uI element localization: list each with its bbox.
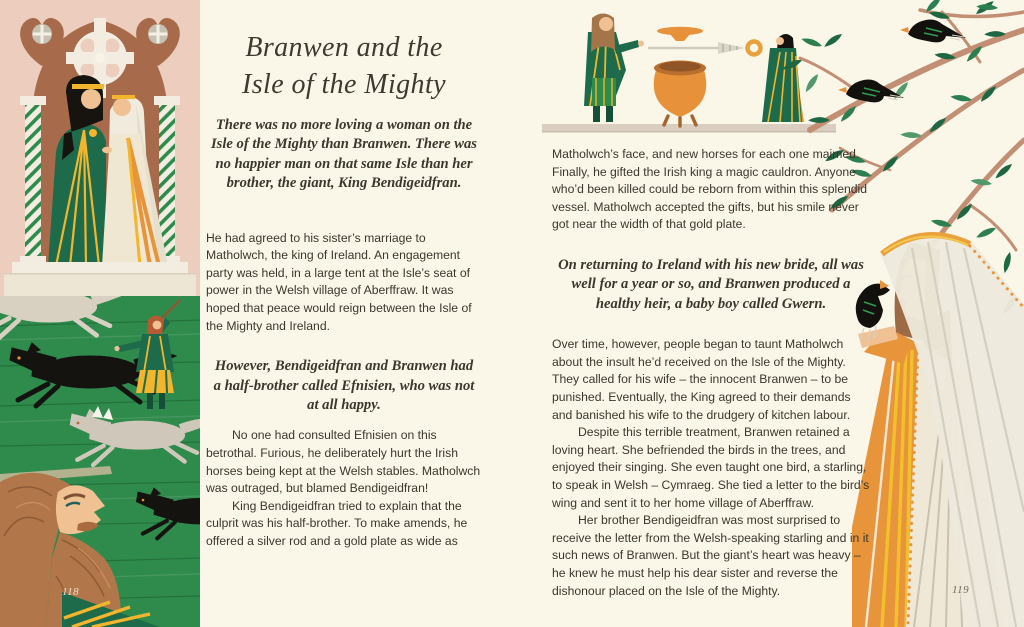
gold-plate bbox=[657, 27, 703, 41]
page-number-right: 119 bbox=[952, 584, 970, 596]
right-page-text bbox=[552, 146, 870, 600]
pull-quote: However, Bendigeidfran and Branwen had a half-brother called Efnisien, who was not at all happy. bbox=[213, 358, 475, 413]
paragraph: Her brother Bendigeidfran was most surprised to receive the letter from the Welsh-speaking starling and in it such news of Branwen. But the giant’s heart was heavy – he knew he must help his dear sister and reverse the dishonour placed on the Isle of the Mighty. bbox=[552, 513, 869, 598]
paragraph: Matholwch’s face, and new horses for each one maimed. Finally, he gifted the Irish king a magic cauldron. Anyone who’d been killed could be reborn from within this splendid vessel. Matholwch accepted the gifts, but his smile never got near the width of that gold plate. bbox=[552, 147, 868, 232]
left-page-text bbox=[206, 30, 482, 550]
page-number-left: 118 bbox=[62, 586, 80, 598]
paragraph: Despite this terrible treatment, Branwen retained a loving heart. She befriended the birds in the trees, and enjoyed their singing. She even taught one bird, a starling, to speak in Welsh – Cymraeg. She tied a letter to the bird’s wing and sent it to her home village of Aberffraw. bbox=[552, 425, 870, 510]
wedding-arch-illustration bbox=[0, 0, 200, 296]
paragraph: King Bendigeidfran tried to explain that the culprit was his half-brother. To make amends, he offered a silver rod and a gold plate as wide as bbox=[206, 498, 468, 548]
story-title-line2: Isle of the Mighty bbox=[242, 68, 446, 100]
paragraph: Over time, however, people began to taunt Matholwch about the insult he’d received on the Isle of the Mighty. They called for his wife – the innocent Branwen – to be punished. Eventually, the King agreed to their demands and banished his wife to the drudgery of kitchen labour. bbox=[552, 337, 851, 422]
magic-cauldron bbox=[654, 61, 707, 127]
silver-rod bbox=[648, 42, 761, 55]
story-title bbox=[206, 30, 482, 104]
balcony-base bbox=[4, 262, 196, 296]
bendigeidfran-offering-figure bbox=[584, 14, 644, 123]
horses-field-illustration bbox=[0, 296, 200, 627]
paragraph: He had agreed to his sister’s marriage to Matholwch, the king of Ireland. An engagement party was held, in a large tent at the Isle’s seat of power in the Welsh village of Aberffraw. It was hoped that peace would reign between the Isle of the Mighty and Ireland. bbox=[206, 230, 472, 333]
intro-passage: There was no more loving a woman on the Isle of the Mighty than Branwen. There was no happier man on that same Isle than her brother, the giant, King Bendigeidfran. bbox=[211, 116, 477, 192]
branwen-illustration bbox=[852, 212, 1024, 627]
pull-quote: On returning to Ireland with his new bride, all was well for a year or so, and Branwen produced a healthy heir, a baby boy called Gwern. bbox=[558, 256, 864, 312]
story-title-line1: Branwen and the bbox=[245, 32, 443, 63]
paragraph: No one had consulted Efnisien on this betrothal. Furious, he deliberately hurt the Irish horses being kept at the Welsh stables. Matholwch was outraged, but blamed Bendigeidfran! bbox=[206, 428, 481, 496]
